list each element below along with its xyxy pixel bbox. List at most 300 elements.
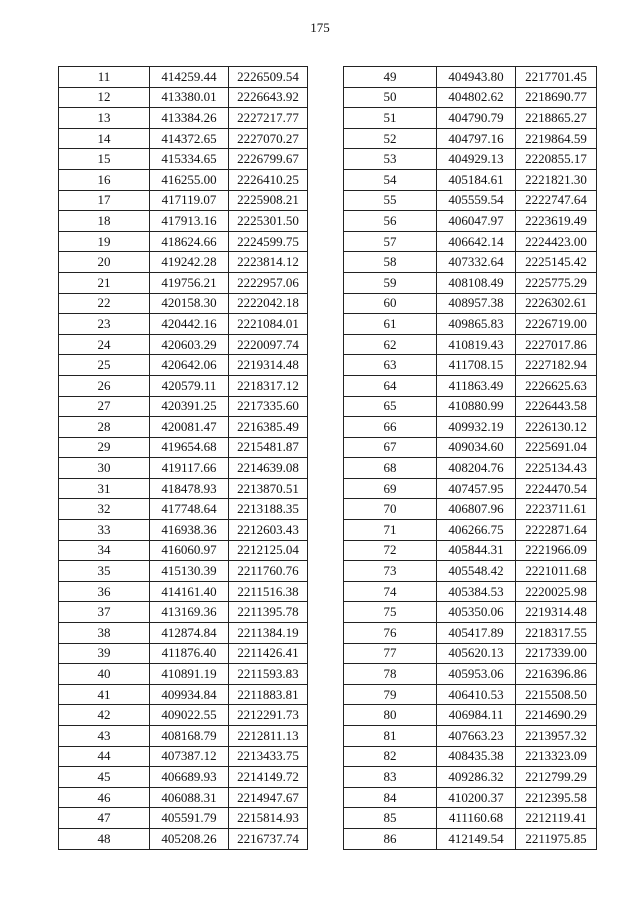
table-row [344, 520, 597, 541]
y-coordinate-cell: 2216385.49 [229, 417, 308, 438]
y-coordinate-cell: 2227070.27 [229, 128, 308, 149]
point-number-cell: 13 [59, 108, 150, 129]
x-coordinate-cell: 406088.31 [150, 787, 229, 808]
table-row [344, 581, 597, 602]
y-coordinate-cell: 2221821.30 [516, 169, 597, 190]
y-coordinate-cell: 2218317.55 [516, 623, 597, 644]
y-coordinate-cell: 2211975.85 [516, 828, 597, 849]
y-coordinate-cell: 2224470.54 [516, 478, 597, 499]
x-coordinate-cell: 416255.00 [150, 169, 229, 190]
x-coordinate-cell: 405620.13 [437, 643, 516, 664]
table-row [59, 190, 308, 211]
y-coordinate-cell: 2212119.41 [516, 808, 597, 829]
x-coordinate-cell: 415334.65 [150, 149, 229, 170]
point-number-cell: 18 [59, 211, 150, 232]
y-coordinate-cell: 2224599.75 [229, 231, 308, 252]
point-number-cell: 64 [344, 375, 437, 396]
x-coordinate-cell: 408168.79 [150, 726, 229, 747]
x-coordinate-cell: 405417.89 [437, 623, 516, 644]
point-number-cell: 59 [344, 272, 437, 293]
point-number-cell: 58 [344, 252, 437, 273]
y-coordinate-cell: 2213188.35 [229, 499, 308, 520]
y-coordinate-cell: 2226643.92 [229, 87, 308, 108]
y-coordinate-cell: 2218690.77 [516, 87, 597, 108]
table-row [59, 808, 308, 829]
table-row [344, 128, 597, 149]
x-coordinate-cell: 413384.26 [150, 108, 229, 129]
point-number-cell: 46 [59, 787, 150, 808]
x-coordinate-cell: 404943.80 [437, 67, 516, 88]
x-coordinate-cell: 420391.25 [150, 396, 229, 417]
y-coordinate-cell: 2225691.04 [516, 437, 597, 458]
table-row [344, 396, 597, 417]
x-coordinate-cell: 404790.79 [437, 108, 516, 129]
point-number-cell: 74 [344, 581, 437, 602]
table-row [59, 355, 308, 376]
x-coordinate-cell: 410880.99 [437, 396, 516, 417]
table-row [344, 602, 597, 623]
y-coordinate-cell: 2219314.48 [516, 602, 597, 623]
y-coordinate-cell: 2216396.86 [516, 664, 597, 685]
y-coordinate-cell: 2214690.29 [516, 705, 597, 726]
y-coordinate-cell: 2211395.78 [229, 602, 308, 623]
x-coordinate-cell: 406047.97 [437, 211, 516, 232]
point-number-cell: 65 [344, 396, 437, 417]
table-row [344, 272, 597, 293]
point-number-cell: 79 [344, 684, 437, 705]
point-number-cell: 43 [59, 726, 150, 747]
x-coordinate-cell: 419756.21 [150, 272, 229, 293]
table-row [344, 540, 597, 561]
table-row [59, 375, 308, 396]
table-row [59, 417, 308, 438]
y-coordinate-cell: 2226625.63 [516, 375, 597, 396]
y-coordinate-cell: 2220025.98 [516, 581, 597, 602]
point-number-cell: 76 [344, 623, 437, 644]
x-coordinate-cell: 408435.38 [437, 746, 516, 767]
table-row [344, 808, 597, 829]
point-number-cell: 32 [59, 499, 150, 520]
y-coordinate-cell: 2211760.76 [229, 561, 308, 582]
x-coordinate-cell: 411708.15 [437, 355, 516, 376]
x-coordinate-cell: 412149.54 [437, 828, 516, 849]
point-number-cell: 17 [59, 190, 150, 211]
point-number-cell: 20 [59, 252, 150, 273]
point-number-cell: 78 [344, 664, 437, 685]
point-number-cell: 14 [59, 128, 150, 149]
y-coordinate-cell: 2214639.08 [229, 458, 308, 479]
x-coordinate-cell: 407387.12 [150, 746, 229, 767]
point-number-cell: 11 [59, 67, 150, 88]
x-coordinate-cell: 419117.66 [150, 458, 229, 479]
x-coordinate-cell: 406410.53 [437, 684, 516, 705]
y-coordinate-cell: 2225775.29 [516, 272, 597, 293]
y-coordinate-cell: 2227182.94 [516, 355, 597, 376]
x-coordinate-cell: 406266.75 [437, 520, 516, 541]
point-number-cell: 25 [59, 355, 150, 376]
point-number-cell: 68 [344, 458, 437, 479]
table-row [59, 787, 308, 808]
y-coordinate-cell: 2212799.29 [516, 767, 597, 788]
table-row [344, 169, 597, 190]
x-coordinate-cell: 420442.16 [150, 314, 229, 335]
x-coordinate-cell: 405208.26 [150, 828, 229, 849]
y-coordinate-cell: 2212603.43 [229, 520, 308, 541]
x-coordinate-cell: 405591.79 [150, 808, 229, 829]
table-row [59, 499, 308, 520]
table-row [344, 478, 597, 499]
point-number-cell: 56 [344, 211, 437, 232]
point-number-cell: 41 [59, 684, 150, 705]
table-row [59, 540, 308, 561]
table-row [344, 67, 597, 88]
x-coordinate-cell: 407457.95 [437, 478, 516, 499]
point-number-cell: 40 [59, 664, 150, 685]
point-number-cell: 27 [59, 396, 150, 417]
point-number-cell: 69 [344, 478, 437, 499]
point-number-cell: 60 [344, 293, 437, 314]
x-coordinate-cell: 408204.76 [437, 458, 516, 479]
x-coordinate-cell: 407332.64 [437, 252, 516, 273]
table-row [59, 272, 308, 293]
point-number-cell: 67 [344, 437, 437, 458]
x-coordinate-cell: 413169.36 [150, 602, 229, 623]
table-row [59, 293, 308, 314]
x-coordinate-cell: 405844.31 [437, 540, 516, 561]
table-row [344, 458, 597, 479]
table-row [59, 314, 308, 335]
x-coordinate-cell: 416060.97 [150, 540, 229, 561]
y-coordinate-cell: 2222747.64 [516, 190, 597, 211]
table-row [344, 87, 597, 108]
table-row [344, 293, 597, 314]
point-number-cell: 84 [344, 787, 437, 808]
point-number-cell: 48 [59, 828, 150, 849]
point-number-cell: 66 [344, 417, 437, 438]
x-coordinate-cell: 406642.14 [437, 231, 516, 252]
table-row [59, 67, 308, 88]
point-number-cell: 19 [59, 231, 150, 252]
table-row [59, 705, 308, 726]
table-row [344, 643, 597, 664]
point-number-cell: 83 [344, 767, 437, 788]
point-number-cell: 35 [59, 561, 150, 582]
y-coordinate-cell: 2225908.21 [229, 190, 308, 211]
y-coordinate-cell: 2222042.18 [229, 293, 308, 314]
table-row [59, 252, 308, 273]
table-row [344, 375, 597, 396]
point-number-cell: 45 [59, 767, 150, 788]
point-number-cell: 44 [59, 746, 150, 767]
table-row [59, 478, 308, 499]
y-coordinate-cell: 2221011.68 [516, 561, 597, 582]
point-number-cell: 72 [344, 540, 437, 561]
y-coordinate-cell: 2225301.50 [229, 211, 308, 232]
x-coordinate-cell: 410819.43 [437, 334, 516, 355]
table-row [344, 149, 597, 170]
table-row [344, 211, 597, 232]
table-row [59, 643, 308, 664]
table-row [59, 334, 308, 355]
y-coordinate-cell: 2215481.87 [229, 437, 308, 458]
x-coordinate-cell: 409934.84 [150, 684, 229, 705]
x-coordinate-cell: 409022.55 [150, 705, 229, 726]
x-coordinate-cell: 408108.49 [437, 272, 516, 293]
point-number-cell: 53 [344, 149, 437, 170]
table-row [59, 828, 308, 849]
table-row [59, 149, 308, 170]
y-coordinate-cell: 2214947.67 [229, 787, 308, 808]
y-coordinate-cell: 2219314.48 [229, 355, 308, 376]
table-row [344, 252, 597, 273]
x-coordinate-cell: 409932.19 [437, 417, 516, 438]
x-coordinate-cell: 414372.65 [150, 128, 229, 149]
y-coordinate-cell: 2211516.38 [229, 581, 308, 602]
point-number-cell: 75 [344, 602, 437, 623]
table-row [344, 499, 597, 520]
x-coordinate-cell: 419654.68 [150, 437, 229, 458]
x-coordinate-cell: 410200.37 [437, 787, 516, 808]
x-coordinate-cell: 417119.07 [150, 190, 229, 211]
x-coordinate-cell: 404929.13 [437, 149, 516, 170]
x-coordinate-cell: 409034.60 [437, 437, 516, 458]
table-row [59, 211, 308, 232]
point-number-cell: 82 [344, 746, 437, 767]
table-row [344, 705, 597, 726]
x-coordinate-cell: 408957.38 [437, 293, 516, 314]
table-row [344, 726, 597, 747]
point-number-cell: 16 [59, 169, 150, 190]
point-number-cell: 54 [344, 169, 437, 190]
table-row [59, 581, 308, 602]
page-number: 175 [310, 20, 330, 35]
table-row [344, 231, 597, 252]
y-coordinate-cell: 2226410.25 [229, 169, 308, 190]
y-coordinate-cell: 2217339.00 [516, 643, 597, 664]
point-number-cell: 22 [59, 293, 150, 314]
x-coordinate-cell: 404802.62 [437, 87, 516, 108]
y-coordinate-cell: 2212125.04 [229, 540, 308, 561]
y-coordinate-cell: 2218317.12 [229, 375, 308, 396]
table-row [344, 684, 597, 705]
point-number-cell: 26 [59, 375, 150, 396]
x-coordinate-cell: 420642.06 [150, 355, 229, 376]
y-coordinate-cell: 2225145.42 [516, 252, 597, 273]
point-number-cell: 57 [344, 231, 437, 252]
table-row [59, 458, 308, 479]
x-coordinate-cell: 420603.29 [150, 334, 229, 355]
point-number-cell: 52 [344, 128, 437, 149]
x-coordinate-cell: 405548.42 [437, 561, 516, 582]
x-coordinate-cell: 412874.84 [150, 623, 229, 644]
point-number-cell: 71 [344, 520, 437, 541]
x-coordinate-cell: 417748.64 [150, 499, 229, 520]
point-number-cell: 29 [59, 437, 150, 458]
table-row [59, 231, 308, 252]
point-number-cell: 55 [344, 190, 437, 211]
table-row [59, 437, 308, 458]
x-coordinate-cell: 406984.11 [437, 705, 516, 726]
y-coordinate-cell: 2213323.09 [516, 746, 597, 767]
table-row [344, 437, 597, 458]
table-row [59, 623, 308, 644]
point-number-cell: 37 [59, 602, 150, 623]
table-row [59, 108, 308, 129]
y-coordinate-cell: 2218865.27 [516, 108, 597, 129]
y-coordinate-cell: 2222957.06 [229, 272, 308, 293]
point-number-cell: 85 [344, 808, 437, 829]
y-coordinate-cell: 2223619.49 [516, 211, 597, 232]
y-coordinate-cell: 2221084.01 [229, 314, 308, 335]
point-number-cell: 36 [59, 581, 150, 602]
x-coordinate-cell: 420579.11 [150, 375, 229, 396]
table-row [59, 128, 308, 149]
y-coordinate-cell: 2211593.83 [229, 664, 308, 685]
table-row [344, 355, 597, 376]
point-number-cell: 31 [59, 478, 150, 499]
x-coordinate-cell: 420081.47 [150, 417, 229, 438]
x-coordinate-cell: 414259.44 [150, 67, 229, 88]
point-number-cell: 70 [344, 499, 437, 520]
y-coordinate-cell: 2223814.12 [229, 252, 308, 273]
point-number-cell: 12 [59, 87, 150, 108]
table-row [344, 664, 597, 685]
x-coordinate-cell: 411863.49 [437, 375, 516, 396]
coordinates-table-right [343, 66, 597, 850]
point-number-cell: 81 [344, 726, 437, 747]
y-coordinate-cell: 2213433.75 [229, 746, 308, 767]
x-coordinate-cell: 419242.28 [150, 252, 229, 273]
point-number-cell: 30 [59, 458, 150, 479]
table-row [344, 190, 597, 211]
point-number-cell: 50 [344, 87, 437, 108]
x-coordinate-cell: 409865.83 [437, 314, 516, 335]
table-row [59, 87, 308, 108]
point-number-cell: 80 [344, 705, 437, 726]
x-coordinate-cell: 413380.01 [150, 87, 229, 108]
y-coordinate-cell: 2224423.00 [516, 231, 597, 252]
point-number-cell: 73 [344, 561, 437, 582]
y-coordinate-cell: 2226302.61 [516, 293, 597, 314]
x-coordinate-cell: 409286.32 [437, 767, 516, 788]
y-coordinate-cell: 2211883.81 [229, 684, 308, 705]
point-number-cell: 47 [59, 808, 150, 829]
x-coordinate-cell: 411876.40 [150, 643, 229, 664]
table-row [344, 417, 597, 438]
y-coordinate-cell: 2223711.61 [516, 499, 597, 520]
point-number-cell: 15 [59, 149, 150, 170]
table-row [59, 520, 308, 541]
point-number-cell: 33 [59, 520, 150, 541]
point-number-cell: 23 [59, 314, 150, 335]
x-coordinate-cell: 404797.16 [437, 128, 516, 149]
table-row [59, 726, 308, 747]
table-row [344, 314, 597, 335]
y-coordinate-cell: 2226719.00 [516, 314, 597, 335]
y-coordinate-cell: 2217701.45 [516, 67, 597, 88]
x-coordinate-cell: 405559.54 [437, 190, 516, 211]
x-coordinate-cell: 405953.06 [437, 664, 516, 685]
table-row [344, 108, 597, 129]
point-number-cell: 86 [344, 828, 437, 849]
y-coordinate-cell: 2214149.72 [229, 767, 308, 788]
y-coordinate-cell: 2212291.73 [229, 705, 308, 726]
x-coordinate-cell: 417913.16 [150, 211, 229, 232]
table-row [59, 396, 308, 417]
x-coordinate-cell: 405350.06 [437, 602, 516, 623]
table-row [344, 623, 597, 644]
y-coordinate-cell: 2227017.86 [516, 334, 597, 355]
y-coordinate-cell: 2211426.41 [229, 643, 308, 664]
y-coordinate-cell: 2215508.50 [516, 684, 597, 705]
y-coordinate-cell: 2220855.17 [516, 149, 597, 170]
y-coordinate-cell: 2212395.58 [516, 787, 597, 808]
point-number-cell: 39 [59, 643, 150, 664]
y-coordinate-cell: 2226799.67 [229, 149, 308, 170]
y-coordinate-cell: 2215814.93 [229, 808, 308, 829]
x-coordinate-cell: 406689.93 [150, 767, 229, 788]
point-number-cell: 61 [344, 314, 437, 335]
point-number-cell: 28 [59, 417, 150, 438]
point-number-cell: 77 [344, 643, 437, 664]
x-coordinate-cell: 410891.19 [150, 664, 229, 685]
table-row [59, 169, 308, 190]
table-row [344, 787, 597, 808]
x-coordinate-cell: 406807.96 [437, 499, 516, 520]
table-row [59, 664, 308, 685]
y-coordinate-cell: 2220097.74 [229, 334, 308, 355]
coordinates-table-left [58, 66, 308, 850]
y-coordinate-cell: 2222871.64 [516, 520, 597, 541]
point-number-cell: 34 [59, 540, 150, 561]
y-coordinate-cell: 2226443.58 [516, 396, 597, 417]
y-coordinate-cell: 2226130.12 [516, 417, 597, 438]
table-row [59, 561, 308, 582]
y-coordinate-cell: 2211384.19 [229, 623, 308, 644]
table-row [344, 746, 597, 767]
y-coordinate-cell: 2213957.32 [516, 726, 597, 747]
x-coordinate-cell: 405384.53 [437, 581, 516, 602]
x-coordinate-cell: 420158.30 [150, 293, 229, 314]
table-row [59, 746, 308, 767]
table-row [344, 561, 597, 582]
point-number-cell: 24 [59, 334, 150, 355]
x-coordinate-cell: 414161.40 [150, 581, 229, 602]
y-coordinate-cell: 2225134.43 [516, 458, 597, 479]
table-row [59, 684, 308, 705]
y-coordinate-cell: 2221966.09 [516, 540, 597, 561]
y-coordinate-cell: 2227217.77 [229, 108, 308, 129]
table-row [344, 828, 597, 849]
y-coordinate-cell: 2212811.13 [229, 726, 308, 747]
table-row [344, 767, 597, 788]
point-number-cell: 62 [344, 334, 437, 355]
y-coordinate-cell: 2213870.51 [229, 478, 308, 499]
x-coordinate-cell: 407663.23 [437, 726, 516, 747]
table-row [59, 767, 308, 788]
x-coordinate-cell: 418624.66 [150, 231, 229, 252]
x-coordinate-cell: 416938.36 [150, 520, 229, 541]
table-row [344, 334, 597, 355]
x-coordinate-cell: 405184.61 [437, 169, 516, 190]
point-number-cell: 51 [344, 108, 437, 129]
point-number-cell: 49 [344, 67, 437, 88]
point-number-cell: 38 [59, 623, 150, 644]
y-coordinate-cell: 2226509.54 [229, 67, 308, 88]
x-coordinate-cell: 411160.68 [437, 808, 516, 829]
y-coordinate-cell: 2219864.59 [516, 128, 597, 149]
point-number-cell: 63 [344, 355, 437, 376]
